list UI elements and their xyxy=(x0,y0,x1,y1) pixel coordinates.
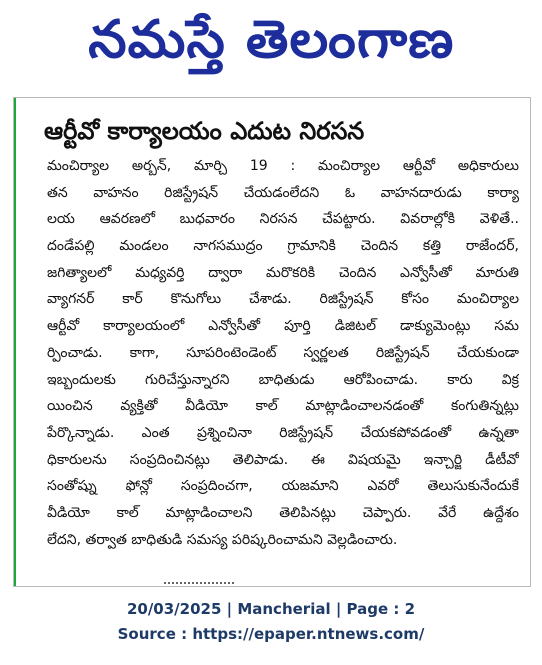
article-body-line: యించిన వ్యక్తితో వీడియో కాల్ మాట్లాడించాలనడంతో కంగుతిన్నట్లు xyxy=(47,398,519,415)
article-body-line: సంతోష్ను ఫోన్లో సంప్రదించగా, యజమాని ఎవరో తెలుసుకునేందుకే xyxy=(47,478,519,495)
article-body-line: ఆర్టీవో కార్యాలయంలో ఎన్వోసీతో పూర్తి డిజిటల్ డాక్యుమెంట్లు సమ xyxy=(47,318,519,335)
article-body-line: వీడియో కాల్ మాట్లాడించాలని తెలిపినట్లు చెప్పారు. వేరే ఉద్దేశం xyxy=(47,504,519,521)
article-body-line: వ్యాగనర్ కార్ కొనుగోలు చేశాడు. రిజిస్ట్రేషన్ కోసం మంచిర్యాల xyxy=(47,291,519,308)
article-body-line: మంచిర్యాల అర్బన్, మార్చి 19 : మంచిర్యాల ఆర్టీవో అధికారులు xyxy=(47,158,519,174)
clipping-edge-accent xyxy=(14,98,16,586)
masthead-title: నమస్తే తెలంగాణ xyxy=(87,9,455,70)
article-body-line: ధికారులను సంప్రదించినట్లు తెలిపాడు. ఈ విషయమై ఇన్చార్జి డీటీవో xyxy=(47,451,519,468)
article-clipping xyxy=(13,97,531,587)
article-body-line: తన వాహనం రిజిస్ట్రేషన్ చేయడంలేదని ఓ వాహనదారుడు కార్యా xyxy=(47,184,519,201)
article-body-line: జగిత్యాలలో మధ్యవర్తి ద్వారా మరొకరికి చెందిన ఎన్వోసీతో మారుతి xyxy=(47,264,519,281)
clipped-text-fragment xyxy=(164,582,234,587)
article-headline: ఆర్టీవో కార్యాలయం ఎదుట నిరసన xyxy=(44,117,365,145)
article-body-line: దండేపల్లి మండలం నాగసముద్రం గ్రామానికి చెందిన కత్తి రాజేందర్, xyxy=(47,238,519,255)
article-body-line: పేర్కొన్నాడు. ఎంత ప్రశ్నించినా రిజిస్ట్రేషన్ చేయకపోవడంతో ఉన్నతా xyxy=(47,424,519,441)
footer-source-link: Source : https://epaper.ntnews.com/ xyxy=(117,625,425,643)
article-body-line: లయ ఆవరణలో బుధవారం నిరసన చేపట్టారు. వివరాల్లోకి వెళితే.. xyxy=(47,211,519,228)
footer-date-edition-page: 20/03/2025 | Mancherial | Page : 2 xyxy=(126,600,416,618)
article-body-line: ఇబ్బందులకు గురిచేస్తున్నారని బాధితుడు ఆరోపించాడు. కారు విక్ర xyxy=(47,371,519,388)
newspaper-masthead xyxy=(0,0,542,92)
article-body-line: లేదని, తర్వాత బాధితుడి సమస్య పరిష్కరించామని వెల్లడించారు. xyxy=(47,531,398,548)
article-body-line: ర్పించాడు. కాగా, సూపరింటెండెంట్ స్వర్ణలత రిజిస్ట్రేషన్ చేయకుండా xyxy=(47,344,519,361)
article-body xyxy=(47,153,519,553)
